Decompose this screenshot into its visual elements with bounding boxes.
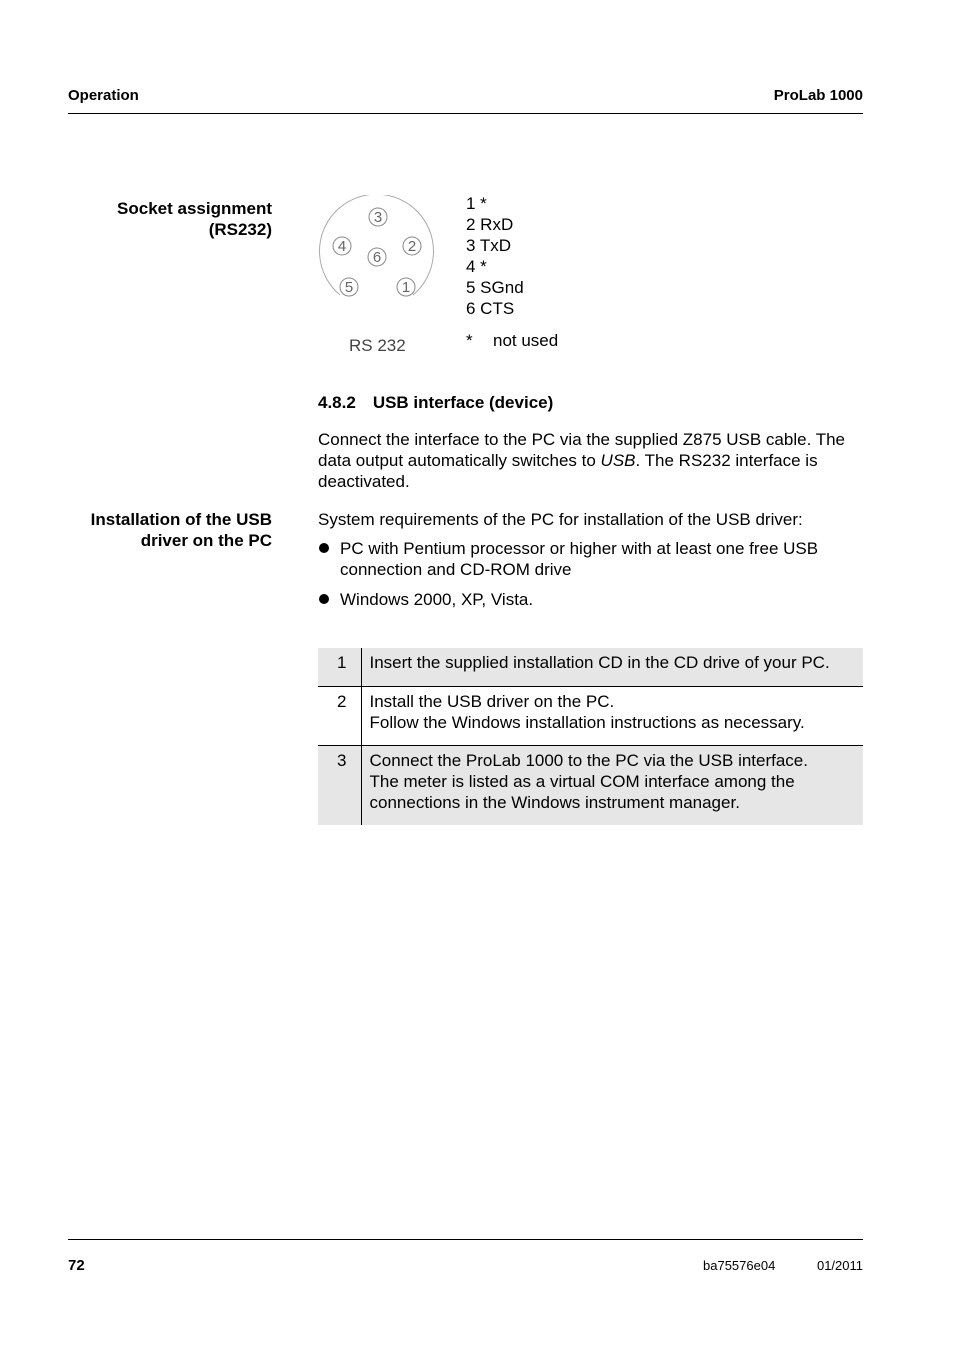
pin-1-number: 1: [401, 279, 411, 296]
requirement-item-2: Windows 2000, XP, Vista.: [340, 590, 534, 609]
pin-4-number: 4: [337, 238, 347, 255]
requirements-intro: System requirements of the PC for installation of the USB driver:: [318, 510, 803, 529]
header-rule: [68, 113, 863, 114]
step-text: Connect the ProLab 1000 to the PC via the USB interface. The meter is listed as a virtual COM interface among the connections in the Windows instrument manager.: [361, 746, 863, 826]
pin-5-number: 5: [344, 279, 354, 296]
usb-intro-paragraph: [318, 429, 866, 492]
section-heading: [318, 392, 553, 413]
bullet-dot: [319, 543, 329, 553]
pin-6-number: 6: [372, 249, 382, 266]
pin-assignment-4: 4 *: [466, 257, 487, 276]
rs232-socket-diagram: [315, 195, 440, 317]
header-product-name: ProLab 1000: [773, 87, 863, 104]
pin-assignment-5: 5 SGnd: [466, 278, 524, 297]
installation-steps-table: [318, 648, 863, 825]
installation-label-line1: Installation of the USB: [90, 510, 272, 529]
table-row: [318, 746, 863, 826]
socket-label-line1: Socket assignment: [117, 199, 272, 218]
usb-intro-line3: deactivated.: [318, 472, 410, 491]
section-title: USB interface (device): [372, 393, 554, 412]
document-id: ba75576e04: [703, 1258, 776, 1273]
note-mark: *: [466, 331, 473, 350]
rs232-connector-label: RS 232: [349, 336, 406, 355]
table-row: [318, 648, 863, 687]
pin-2-number: 2: [407, 238, 417, 255]
section-number: 4.8.2: [318, 393, 356, 412]
document-date: 01/2011: [816, 1258, 863, 1273]
header-section-title: Operation: [68, 87, 139, 104]
usb-emphasis: USB: [600, 451, 636, 470]
pin-assignment-2: 2 RxD: [466, 215, 514, 234]
step-number: 3: [318, 746, 361, 826]
socket-assignment-label: [40, 198, 272, 240]
installation-label-line2: driver on the PC: [140, 531, 272, 550]
page-number: 72: [68, 1257, 85, 1274]
footer-rule: [68, 1239, 863, 1240]
table-row: [318, 687, 863, 746]
usb-intro-line2: data output automatically switches to USB. The RS232 interface is: [318, 451, 818, 470]
note-text: not used: [493, 331, 559, 350]
pin-assignment-1: 1 *: [466, 194, 487, 213]
step-number: 2: [318, 687, 361, 746]
bullet-dot: [319, 594, 329, 604]
step-number: 1: [318, 648, 361, 687]
usb-intro-line1: Connect the interface to the PC via the supplied Z875 USB cable. The: [318, 430, 845, 449]
pin-assignment-6: 6 CTS: [466, 299, 515, 318]
pin-assignment-list: [466, 193, 524, 319]
step-text: Install the USB driver on the PC. Follow the Windows installation instructions as necessary.: [361, 687, 863, 746]
socket-label-line2: (RS232): [208, 220, 272, 239]
installation-label: [40, 509, 272, 551]
pin-3-number: 3: [373, 209, 383, 226]
pin-assignment-3: 3 TxD: [466, 236, 512, 255]
step-text: Insert the supplied installation CD in the CD drive of your PC.: [361, 648, 863, 687]
requirement-item-1: PC with Pentium processor or higher with at least one free USB connection and CD-ROM drive: [340, 539, 819, 579]
